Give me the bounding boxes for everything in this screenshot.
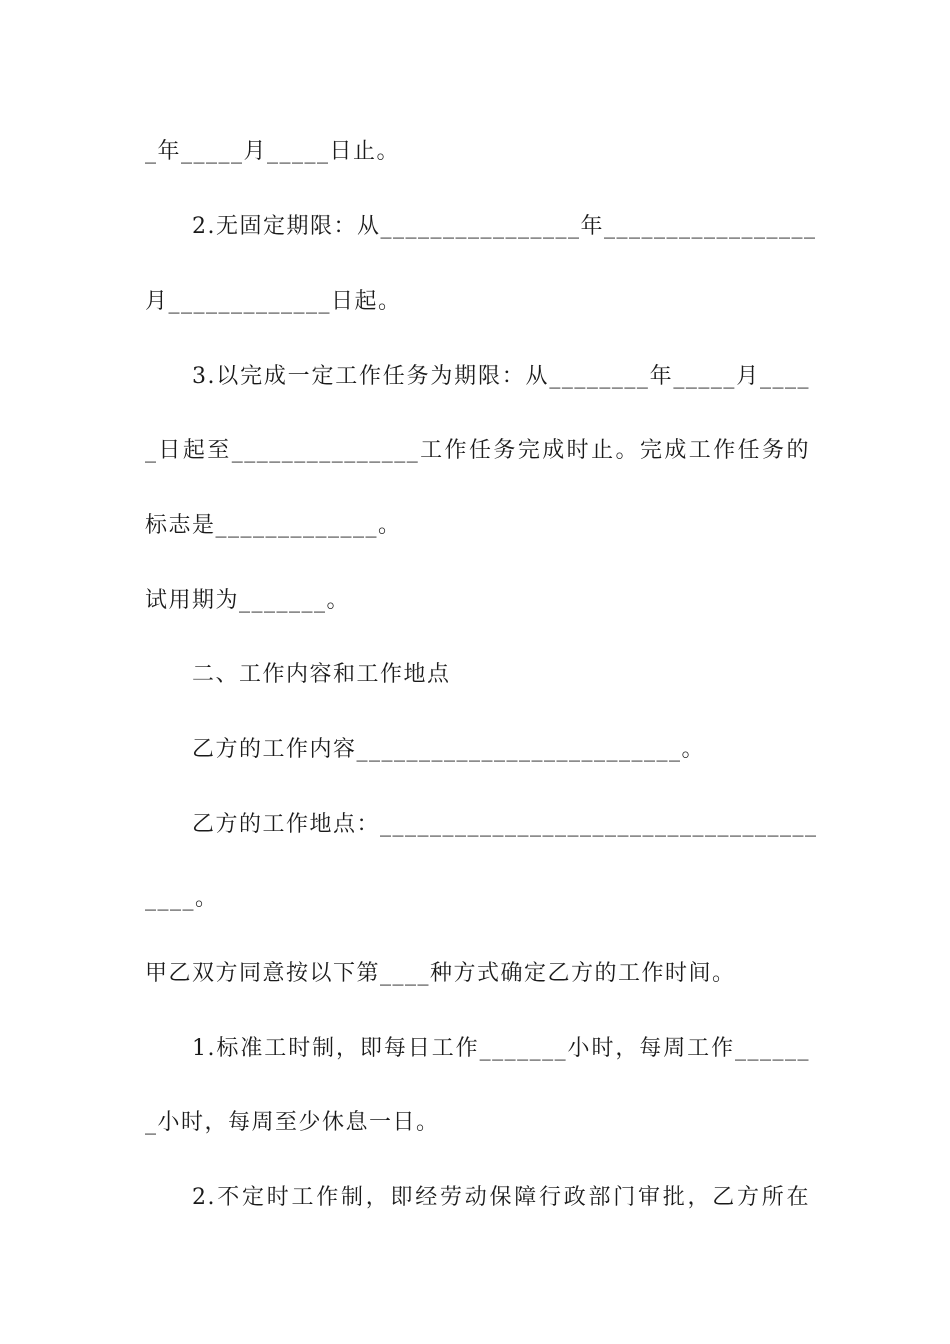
work-location-field: 乙方的工作地点：___________________________________ [192,812,818,837]
clause-no-fixed-term: 2.无固定期限：从________________年_________________ [192,214,817,239]
standard-hours-clause: 1.标准工时制，即每日工作_______小时，每周工作______ [192,1036,810,1061]
section-heading-work-content: 二、工作内容和工作地点 [192,662,451,687]
work-content-field: 乙方的工作内容__________________________。 [192,737,706,762]
clause-task-completion-mark: 标志是_____________。 [145,513,402,538]
contract-term-end-date: _年_____月_____日止。 [145,139,401,164]
standard-hours-clause-cont: _小时，每周至少休息一日。 [145,1110,440,1135]
probation-period: 试用期为_______。 [145,588,351,613]
clause-no-fixed-term-cont: 月_____________日起。 [145,289,402,314]
flexible-hours-clause: 2.不定时工作制，即经劳动保障行政部门审批，乙方所在 [192,1185,810,1210]
work-location-field-cont: ____。 [145,886,219,911]
clause-task-term: 3.以完成一定工作任务为期限：从________年_____月____ [192,364,810,389]
clause-task-term-cont: _日起至_______________工作任务完成时止。完成工作任务的 [145,438,810,463]
working-hours-method: 甲乙双方同意按以下第____种方式确定乙方的工作时间。 [145,961,736,986]
